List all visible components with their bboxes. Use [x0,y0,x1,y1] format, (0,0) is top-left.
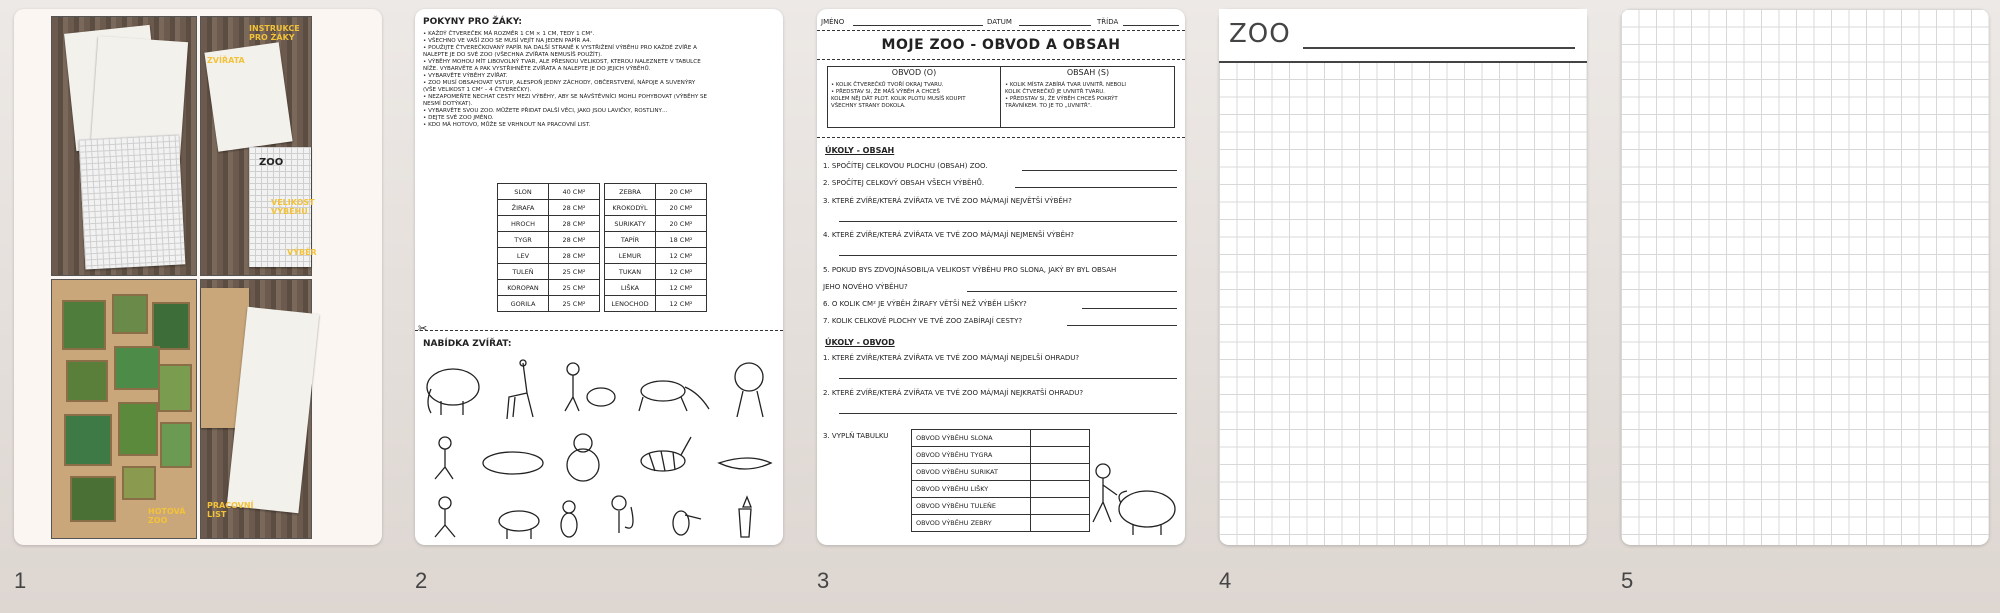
rule: • POUŽIJTE ČTVEREČKOVANÝ PAPÍR NA DALŠÍ STRANĚ K VYSTŘIŽENÍ VÝBĚHU PRO KAŽDÉ ZVÍŘE A [423,45,697,51]
photo-finished-zoo [51,279,197,539]
table-cell: TYGR [498,232,549,248]
enclosure [64,414,112,466]
label-zvirata: ZVÍŘATA [207,56,245,65]
table-cell: KOROPAN [498,280,549,296]
question: 6. O KOLIK CM² JE VÝBĚH ŽIRAFY VĚTŠÍ NEŽ VÝBĚH LIŠKY? [823,300,1027,308]
perimeter-table [911,429,1090,532]
table-cell: OBVOD VÝBĚHU SURIKAT [912,464,1031,481]
table-cell: 12 CM² [656,264,707,280]
giraffe-icon [507,360,533,419]
page-thumbnail-2[interactable] [415,9,783,545]
page-thumbnail-4[interactable] [1219,9,1587,545]
photo-worksheet [200,279,312,539]
table-cell: HROCH [498,216,549,232]
table-answer-cell[interactable] [1031,447,1090,464]
rule: • VYBARVĚTE SVOU ZOO. MŮŽETE PŘIDAT DALŠÍ VĚCI, JAKO JSOU LAVIČKY, ROSTLINY… [423,108,668,114]
table-answer-cell[interactable] [1031,430,1090,447]
zookeeper-lamb-icon [565,363,615,411]
scissors-icon: ✂ [418,323,428,335]
question: 2. SPOČÍTEJ CELKOVÝ OBSAH VŠECH VÝBĚHŮ. [823,179,985,187]
rule: • ZOO MUSÍ OBSAHOVAT VSTUP, ALESPOŇ JEDNY ZÁCHODY, OBČERSTVENÍ, NÁPOJE A SUVENÝRY [423,80,696,86]
rule: • VYBARVĚTE VÝBĚHY ZVÍŘAT. [423,73,508,79]
table-cell: OBVOD VÝBĚHU TYGRA [912,447,1031,464]
question: 4. KTERÉ ZVÍŘE/KTERÁ ZVÍŘATA VE TVÉ ZOO MÁ/MAJÍ NEJMENŠÍ VÝBĚH? [823,231,1074,239]
table-row [498,248,707,264]
enclosure [66,360,108,402]
class-label: TŘÍDA [1097,18,1119,26]
area-text: KOLIK ČTVEREČKŮ JE UVNITŘ TVARU. [1005,89,1105,95]
rule: • KAŽDÝ ČTVEREČEK MÁ ROZMĚR 1 CM × 1 CM, TEDY 1 CM². [423,31,595,37]
area-text: TRÁVNÍKEM. TO JE TO „UVNITŘ“. [1005,103,1092,109]
area-heading: OBSAH (S) [1066,68,1110,77]
table-cell: 28 CM² [549,216,600,232]
enclosure-size-table [497,183,707,312]
table-row [498,280,707,296]
table-answer-cell[interactable] [1031,515,1090,532]
table-cell: OBVOD VÝBĚHU TULEŇE [912,498,1031,515]
lion-icon [735,363,763,417]
table-cell: 28 CM² [549,200,600,216]
enclosure [122,466,156,500]
answer-line [1022,170,1177,171]
label-pracovni-list: PRACOVNÍ LIST [207,501,254,519]
tapir-icon [499,511,539,539]
label-velikost: VELIKOST VÝBĚHU [271,198,315,216]
enclosure [62,300,106,350]
table-cell: OBVOD VÝBĚHU ZEBRY [912,515,1031,532]
table-row [498,296,707,312]
table-cell: OBVOD VÝBĚHU LIŠKY [912,481,1031,498]
table-row [498,216,707,232]
fox-icon [739,497,751,537]
perimeter-heading: OBVOD (O) [891,68,937,77]
table-cell: 25 CM² [549,264,600,280]
perimeter-text: • PŘEDSTAV SI, ŽE MÁŠ VÝBĚH A CHCEŠ [831,89,940,95]
table-row [498,200,707,216]
rule: (VŠE VELIKOST 1 CM² – 4 ČTVEREČKY). [423,87,532,93]
page-number-3: 3 [817,568,830,593]
class-line [1123,25,1179,26]
seal-icon [483,452,543,474]
question: 3. VYPLŇ TABULKU [823,432,889,440]
label-instrukce: INSTRUKCE PRO ŽÁKY [249,24,300,42]
table-cell: LEMUR [605,248,656,264]
zoo-name-line [1303,47,1575,49]
perimeter-tasks-heading: ÚKOLY - OBVOD [825,338,895,347]
area-tasks-heading: ÚKOLY - OBSAH [825,146,895,155]
table-row [498,264,707,280]
table-row [912,515,1090,532]
tiger-icon [639,381,709,411]
perimeter-text: KOLEM NĚJ DÁT PLOT. KOLIK PLOTU MUSÍŠ KOUPIT [831,96,966,102]
question: 2. KTERÉ ZVÍŘE/KTERÁ ZVÍŘATA VE TVÉ ZOO MÁ/MAJÍ NEJKRATŠÍ OHRADU? [823,389,1084,397]
table-cell: ZEBRA [605,184,656,200]
table-cell: LENOCHOD [605,296,656,312]
perimeter-definition [831,82,966,110]
question: 1. KTERÉ ZVÍŘE/KTERÁ ZVÍŘATA VE TVÉ ZOO MÁ/MAJÍ NEJDELŠÍ OHRADU? [823,354,1080,362]
answer-line [967,291,1177,292]
page-number-2: 2 [415,568,428,593]
enclosure [160,422,192,468]
table-row [912,481,1090,498]
answer-line [1015,187,1177,188]
table-cell: 28 CM² [549,232,600,248]
table-cell: 20 CM² [656,200,707,216]
zookeeper-hippo-icon [1085,459,1181,539]
toucan-icon [673,511,701,535]
table-answer-cell[interactable] [1031,481,1090,498]
table-cell: LIŠKA [605,280,656,296]
rule: • VÝBĚHY MOHOU MÍT LIBOVOLNÝ TVAR, ALE PŘESNOU VELIKOST, KTEROU NALEZNETE V TABULCE [423,59,701,65]
rule: • DEJTE SVÉ ZOO JMÉNO. [423,115,494,121]
name-line [853,25,983,26]
table-row [912,430,1090,447]
animal-sketches [423,357,775,543]
enclosure [118,402,158,456]
perimeter-text: VŠECHNY STRANY DOKOLA. [831,103,906,109]
table-cell: 20 CM² [656,216,707,232]
table-row [498,232,707,248]
page-thumbnail-5[interactable] [1621,9,1989,545]
table-cell: SLON [498,184,549,200]
label-zoo: ZOO [259,157,284,168]
perimeter-text: • KOLIK ČTVEREČKŮ TVOŘÍ OKRAJ TVARU. [831,82,944,88]
table-row [912,464,1090,481]
dashed-divider [817,30,1185,31]
table-cell: ŽIRAFA [498,200,549,216]
table-row [498,184,707,200]
page-number-4: 4 [1219,568,1232,593]
table-cell: GORILA [498,296,549,312]
photo-grid-sheet [79,134,186,269]
table-cell: TUKAN [605,264,656,280]
table-cell: TAPÍR [605,232,656,248]
table-cell: 25 CM² [549,280,600,296]
rule: • VŠECHNO VE VAŠÍ ZOO SE MUSÍ VEJÍT NA JEDEN PAPÍR A4. [423,38,592,44]
page-number-5: 5 [1621,568,1634,593]
instructions-title: POKYNY PRO ŽÁKY: [423,17,523,27]
table-cell: 28 CM² [549,248,600,264]
page-thumbnail-3[interactable] [817,9,1185,545]
answer-line [839,255,1177,256]
table-cell: 12 CM² [656,296,707,312]
table-cell: 18 CM² [656,232,707,248]
question: JEHO NOVÉHO VÝBĚHU? [823,283,908,291]
lemur-icon [612,496,633,533]
child-icon [435,497,455,537]
answer-line [1082,308,1177,309]
dashed-divider [817,59,1185,60]
table-answer-cell[interactable] [1031,498,1090,515]
table-cell: 12 CM² [656,248,707,264]
page-number-1: 1 [14,568,27,593]
photo-worksheets [51,16,197,276]
table-row [912,447,1090,464]
table-row [912,498,1090,515]
answer-line [839,221,1177,222]
zebra-icon [641,437,691,471]
crocodile-icon [719,458,771,469]
page-thumbnail-1[interactable] [14,9,382,545]
question: 3. KTERÉ ZVÍŘE/KTERÁ ZVÍŘATA VE TVÉ ZOO MÁ/MAJÍ NEJVĚTŠÍ VÝBĚH? [823,197,1072,205]
gorilla-icon [567,434,599,481]
label-vyber: VÝBĚR [287,248,317,257]
elephant-icon [427,369,479,415]
answer-line [839,378,1177,379]
monkey-icon [561,501,577,537]
rule: NALEPTE JE DO SVÉ ZOO (VŠECHNA ZVÍŘATA NEMUSÍŠ POUŽÍT). [423,52,603,58]
table-cell: 40 CM² [549,184,600,200]
enclosure [152,302,190,350]
table-cell: 12 CM² [656,280,707,296]
enclosure [158,364,192,412]
date-label: DATUM [987,18,1012,26]
zoo-title: ZOO [1229,19,1291,49]
question: 7. KOLIK CELKOVÉ PLOCHY VE TVÉ ZOO ZABÍRAJÍ CESTY? [823,317,1023,325]
cut-line [415,330,783,331]
table-cell: KROKODÝL [605,200,656,216]
answer-line [1067,325,1177,326]
rule: NESMÍ DOTÝKAT). [423,101,473,107]
rule: • KDO MÁ HOTOVO, MŮŽE SE VRHNOUT NA PRACOVNÍ LIST. [423,122,591,128]
zookeeper-icon [435,437,453,479]
question: 1. SPOČÍTEJ CELKOVOU PLOCHU (OBSAH) ZOO. [823,162,988,170]
enclosure [112,294,148,334]
photo-instructions [200,16,317,276]
worksheet-title: MOJE ZOO - OBVOD A OBSAH [881,37,1121,53]
table-cell: 25 CM² [549,296,600,312]
enclosure [70,476,116,522]
enclosure [114,346,160,390]
table-cell: LEV [498,248,549,264]
label-hotova-zoo: HOTOVÁ ZOO [148,507,186,525]
rule: • NEZAPOMEŇTE NECHAT CESTY MEZI VÝBĚHY, ABY SE NÁVŠTĚVNÍCI MOHLI POHYBOVAT (VÝBĚHY SE [423,94,708,100]
area-definition [1005,82,1126,110]
table-cell: 20 CM² [656,184,707,200]
date-line [1019,25,1091,26]
question: 5. POKUD BYS ZDVOJNÁSOBIL/A VELIKOST VÝBĚHU PRO SLONA, JAKÝ BY BYL OBSAH [823,266,1117,274]
dashed-divider [817,137,1185,138]
area-text: • PŘEDSTAV SI, ŽE VÝBĚH CHCEŠ POKRÝT [1005,96,1118,102]
area-text: • KOLIK MÍSTA ZABÍRÁ TVAR UVNITŘ. NEBOLI [1005,82,1126,88]
table-cell: TULEŇ [498,264,549,280]
answer-line [839,413,1177,414]
animal-offer-title: NABÍDKA ZVÍŘAT: [423,339,512,349]
table-cell: OBVOD VÝBĚHU SLONA [912,430,1031,447]
rule: NÍŽE. VYBARVĚTE A PAK VYSTŘIHNĚTE ZVÍŘATA A NALEPTE JE DO JEJICH VÝBĚHŮ. [423,66,651,72]
table-answer-cell[interactable] [1031,464,1090,481]
name-label: JMÉNO [821,18,845,26]
table-cell: SURIKATY [605,216,656,232]
